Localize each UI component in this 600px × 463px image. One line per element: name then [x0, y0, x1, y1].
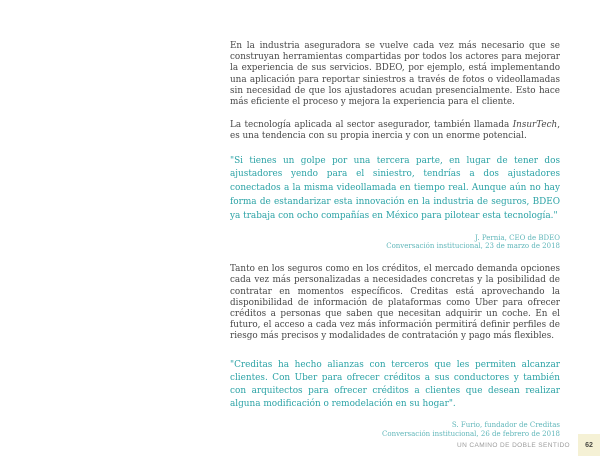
insurtech-term: InsurTech	[512, 120, 558, 131]
page-footer	[457, 434, 600, 456]
quote-bdeo-attribution	[230, 234, 560, 252]
chapter-title: UN CAMINO DE DOBLE SENTIDO	[457, 441, 570, 449]
attribution-name: S. Furio, fundador de Creditas	[451, 421, 560, 430]
paragraph-insurtech-pre: La tecnología aplicada al sector asegurador, también llamada	[230, 120, 513, 131]
paragraph-insurtech	[230, 120, 560, 142]
paragraph-insurance-industry: En la industria aseguradora se vuelve cada vez más necesario que se construyan herramientas compartidas por todos los actores para mejorar la experiencia de sus servicios. BDEO, por ejemplo, está implementando una aplicación para reportar siniestros a través de fotos o videollamadas sin necesidad de que los ajustadores acudan presencialmente. Esto hace más eficiente el proceso y mejora la experiencia para el cliente.	[230, 41, 560, 108]
attribution-source: Conversación institucional, 26 de febrero de 2018	[382, 430, 560, 439]
attribution-name: J. Pernia, CEO de BDEO	[475, 233, 560, 242]
paragraph-creditas: Tanto en los seguros como en los créditos, el mercado demanda opciones cada vez más personalizadas a necesidades concretas y la posibilidad de contratar en momentos específicos. Creditas está aprovechando la disponibilidad de información de plataformas como Uber para ofrecer créditos a personas que saben que necesitan adquirir un coche. En el futuro, el acceso a cada vez más información permitirá definir perfiles de riesgo más precisos y modalidades de contratación y pago más flexibles.	[230, 264, 560, 342]
paragraph-insurtech-post: , es una tendencia con su propia inercia y con un enorme potencial.	[230, 120, 560, 142]
attribution-source: Conversación institucional, 23 de marzo de 2018	[386, 242, 560, 251]
page-number-badge: 62	[578, 434, 600, 456]
quote-creditas: "Creditas ha hecho alianzas con terceros que les permiten alcanzar clientes. Con Uber para ofrecer créditos a sus conductores y también con arquitectos para ofrecer créditos a clientes que desean realizar alguna modificación o remodelación en su hogar".	[230, 359, 560, 410]
quote-bdeo: "Si tienes un golpe por una tercera parte, en lugar de tener dos ajustadores yendo para el siniestro, tendrías a dos ajustadores conectados a la misma videollamada en tiempo real. Aunque aún no hay forma de estandarizar esta innovación en la industria de seguros, BDEO ya trabaja con ocho compañías en México para pilotear esta tecnología."	[230, 155, 560, 221]
text-column	[230, 41, 560, 452]
